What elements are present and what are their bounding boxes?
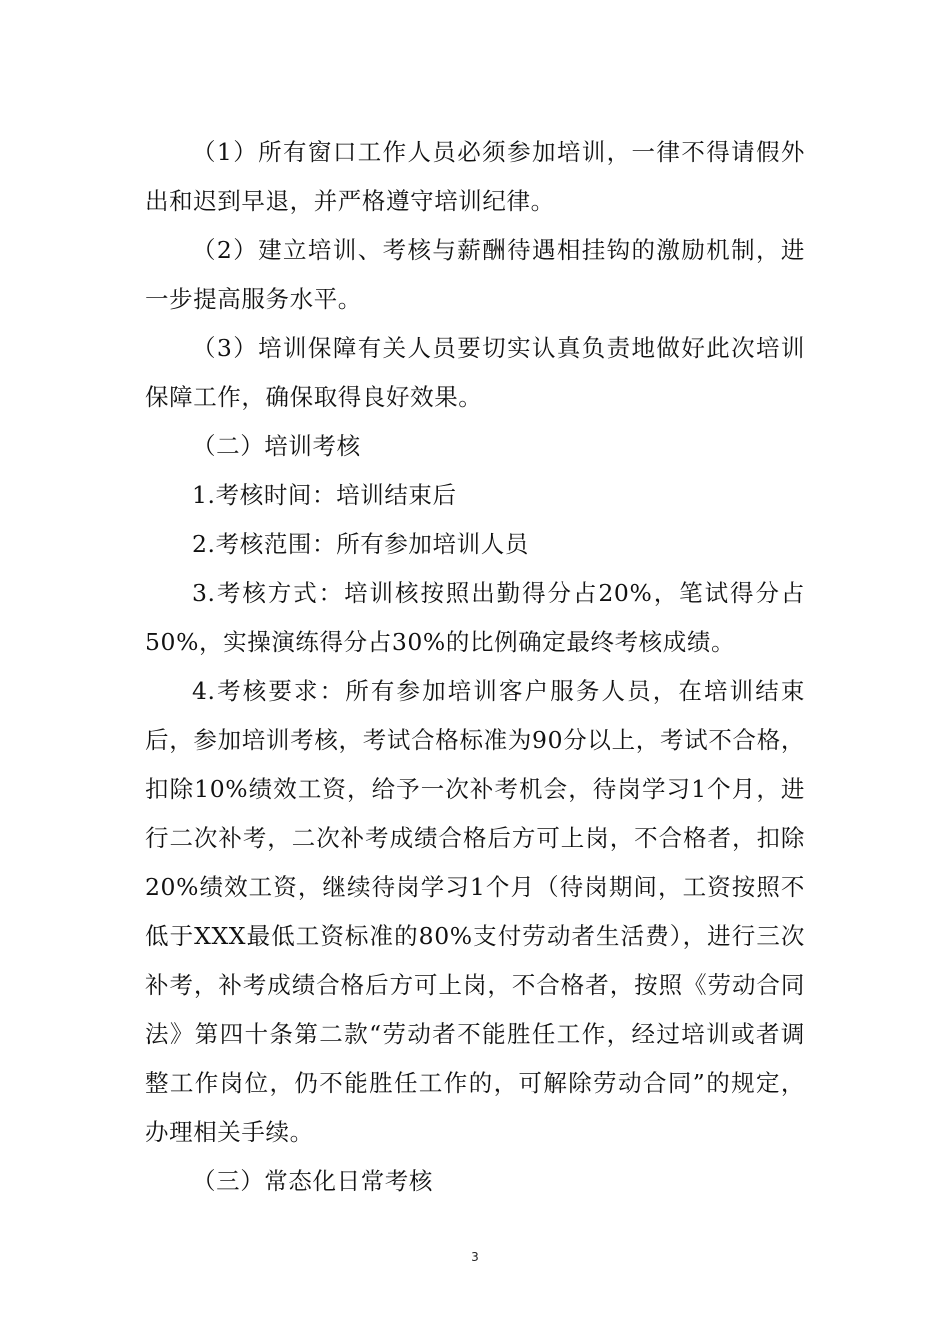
paragraph-3: （3）培训保障有关人员要切实认真负责地做好此次培训保障工作，确保取得良好效果。 (145, 334, 805, 411)
assessment-requirements: 4.考核要求：所有参加培训客户服务人员，在培训结束后，参加培训考核，考试合格标准为90分以上，考试不合格，扣除10%绩效工资，给予一次补考机会，待岗学习1个月，进行二次补考，二次补考成绩合格后方可上岗，不合格者，扣除20%绩效工资，继续待岗学习1个月（待岗期间，工资按照不低于XXX最低工资标准的80%支付劳动者生活费），进行三次补考，补考成绩合格后方可上岗，不合格者，按照《劳动合同法》第四十条第二款“劳动者不能胜任工作，经过培训或者调整工作岗位，仍不能胜任工作的，可解除劳动合同”的规定，办理相关手续。 (145, 677, 805, 1146)
section-heading-routine-assessment: （三）常态化日常考核 (192, 1167, 433, 1195)
paragraph-1: （1）所有窗口工作人员必须参加培训，一律不得请假外出和迟到早退，并严格遵守培训纪律。 (145, 138, 805, 215)
assessment-time: 1.考核时间：培训结束后 (192, 481, 457, 509)
paragraph-2: （2）建立培训、考核与薪酬待遇相挂钩的激励机制，进一步提高服务水平。 (145, 236, 805, 313)
assessment-scope: 2.考核范围：所有参加培训人员 (192, 530, 529, 558)
section-heading-training-assessment: （二）培训考核 (192, 432, 361, 460)
page-number: 3 (471, 1250, 479, 1264)
document-body (145, 128, 805, 1206)
assessment-method: 3.考核方式：培训核按照出勤得分占20%，笔试得分占50%，实操演练得分占30%的比例确定最终考核成绩。 (145, 579, 805, 656)
